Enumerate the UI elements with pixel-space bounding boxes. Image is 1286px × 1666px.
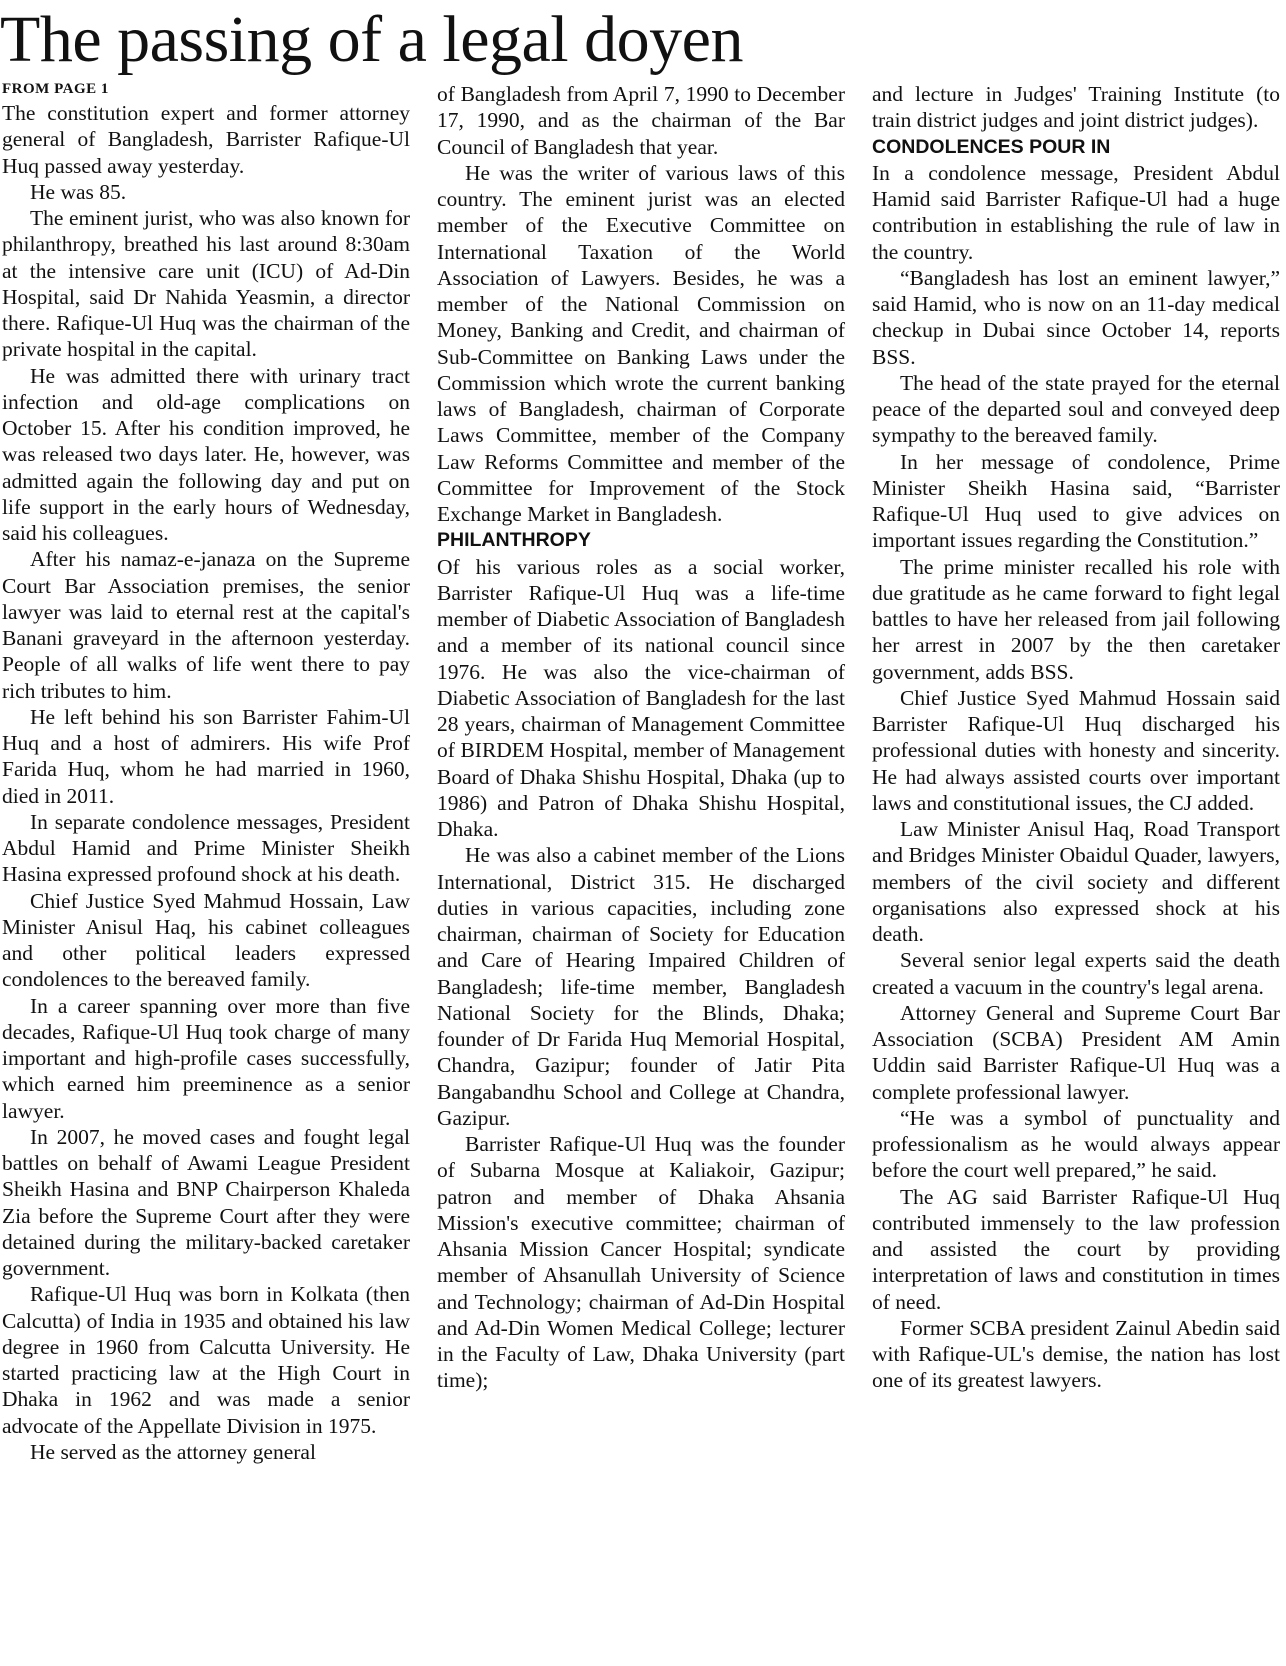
paragraph: After his namaz-e-janaza on the Supreme Court Bar Association premises, the senior lawyer was laid to eternal rest at the capital's Banani graveyard in the afternoon yesterday. People of all walks of life went there to pay rich tributes to him. — [2, 547, 410, 703]
paragraph: Rafique-Ul Huq was born in Kolkata (then Calcutta) of India in 1935 and obtained his law degree in 1960 from Calcutta University. He started practicing law at the High Court in Dhaka in 1962 and was made a senior advocate of the Appellate Division in 1975. — [2, 1282, 410, 1438]
paragraph: He was also a cabinet member of the Lions International, District 315. He discharged duties in various capacities, including zone chairman, chairman of Society for Education and Care of Hearing Impaired Children of Bangladesh; life-time member, Bangladesh National Society for the Blinds, Dhaka; founder of Dr Farida Huq Memorial Hospital, Chandra, Gazipur; founder of Jatir Pita Bangabandhu School and College at Chandra, Gazipur. — [437, 843, 845, 1130]
paragraph: The head of the state prayed for the eternal peace of the departed soul and conveyed deep sympathy to the bereaved family. — [872, 370, 1280, 448]
paragraph: “He was a symbol of punctuality and professionalism as he would always appear before the court well prepared,” he said. — [872, 1105, 1280, 1183]
headline: The passing of a legal doyen — [0, 3, 743, 76]
paragraph: Several senior legal experts said the death created a vacuum in the country's legal arena. — [872, 948, 1280, 999]
paragraph: In 2007, he moved cases and fought legal battles on behalf of Awami League President Sheikh Hasina and BNP Chairperson Khaleda Zia before the Supreme Court after they were detained during the military-backed caretaker government. — [2, 1124, 410, 1280]
paragraph: Law Minister Anisul Haq, Road Transport and Bridges Minister Obaidul Quader, lawyers, members of the civil society and different organisations also expressed shock at his death. — [872, 817, 1280, 946]
subhead-condolences: CONDOLENCES POUR IN — [872, 135, 1111, 158]
kicker: FROM PAGE 1 — [2, 81, 109, 97]
paragraph: He was admitted there with urinary tract infection and old-age complications on October 15. After his condition improved, he was released two days later. He, however, was admitted again the following day and put on life support in the early hours of Wednesday, said his colleagues. — [2, 363, 410, 545]
paragraph: Attorney General and Supreme Court Bar Association (SCBA) President AM Amin Uddin said Barrister Rafique-Ul Huq was a complete professional lawyer. — [872, 1000, 1280, 1104]
subhead-philanthropy: PHILANTHROPY — [437, 529, 591, 552]
paragraph: He served as the attorney general — [30, 1439, 316, 1464]
paragraph: Barrister Rafique-Ul Huq was the founder of Subarna Mosque at Kaliakoir, Gazipur; patron and member of Dhaka Ahsania Mission's executive committee; chairman of Ahsania Mission Cancer Hospital; syndicate member of Ahsanullah University of Science and Technology; chairman of Ad-Din Hospital and Ad-Din Women Medical College; lecturer in the Faculty of Law, Dhaka University (part time); — [437, 1132, 845, 1393]
paragraph: Chief Justice Syed Mahmud Hossain, Law Minister Anisul Haq, his cabinet colleagues and other political leaders expressed condolences to the bereaved family. — [2, 888, 410, 992]
paragraph: He was 85. — [30, 179, 127, 204]
paragraph: and lecture in Judges' Training Institute (to train district judges and joint district judges). — [872, 82, 1280, 133]
paragraph: He left behind his son Barrister Fahim-Ul Huq and a host of admirers. His wife Prof Farida Huq, whom he had married in 1960, died in 2011. — [2, 704, 410, 808]
paragraph: Of his various roles as a social worker, Barrister Rafique-Ul Huq was a life-time member of Diabetic Association of Bangladesh and a member of its national council since 1976. He was also the vice-chairman of Diabetic Association of Bangladesh for the last 28 years, chairman of Management Committee of BIRDEM Hospital, member of Management Board of Dhaka Shishu Hospital, Dhaka (up to 1986) and Patron of Dhaka Shishu Hospital, Dhaka. — [437, 554, 845, 841]
paragraph: In a condolence message, President Abdul Hamid said Barrister Rafique-Ul had a huge contribution in establishing the rule of law in the country. — [872, 160, 1280, 264]
paragraph: In separate condolence messages, President Abdul Hamid and Prime Minister Sheikh Hasina expressed profound shock at his death. — [2, 809, 410, 887]
paragraph: of Bangladesh from April 7, 1990 to December 17, 1990, and as the chairman of the Bar Council of Bangladesh that year. — [437, 82, 845, 159]
paragraph: “Bangladesh has lost an eminent lawyer,” said Hamid, who is now on an 11-day medical checkup in Dubai since October 14, reports BSS. — [872, 265, 1280, 369]
paragraph: The constitution expert and former attorney general of Bangladesh, Barrister Rafique-Ul Huq passed away yesterday. — [2, 101, 410, 178]
paragraph: The eminent jurist, who was also known for philanthropy, breathed his last around 8:30am at the intensive care unit (ICU) of Ad-Din Hospital, said Dr Nahida Yeasmin, a director there. Rafique-Ul Huq was the chairman of the private hospital in the capital. — [2, 206, 410, 362]
column-3 — [872, 81, 1280, 1394]
column-2 — [437, 81, 845, 1394]
paragraph: Former SCBA president Zainul Abedin said with Rafique-UL's demise, the nation has lost one of its greatest lawyers. — [872, 1315, 1280, 1393]
paragraph: The AG said Barrister Rafique-Ul Huq contributed immensely to the law profession and assisted the court by providing interpretation of laws and constitution in times of need. — [872, 1184, 1280, 1314]
paragraph: He was the writer of various laws of this country. The eminent jurist was an elected member of the Executive Committee on International Taxation of the World Association of Lawyers. Besides, he was a member of the National Commission on Money, Banking and Credit, and chairman of Sub-Committee on Banking Laws under the Commission which wrote the current banking laws of Bangladesh, chairman of Corporate Laws Committee, member of the Company Law Reforms Committee and member of the Committee for Improvement of the Stock Exchange Market in Bangladesh. — [437, 160, 845, 526]
column-1 — [2, 78, 410, 1465]
paragraph: The prime minister recalled his role with due gratitude as he came forward to fight legal battles to have her released from jail following her arrest in 2007 by the then caretaker government, adds BSS. — [872, 554, 1280, 684]
paragraph: In a career spanning over more than five decades, Rafique-Ul Huq took charge of many important and high-profile cases successfully, which earned him preeminence as a senior lawyer. — [2, 993, 410, 1123]
paragraph: In her message of condolence, Prime Minister Sheikh Hasina said, “Barrister Rafique-Ul Huq used to give advices on important issues regarding the Constitution.” — [872, 449, 1280, 553]
paragraph: Chief Justice Syed Mahmud Hossain said Barrister Rafique-Ul Huq discharged his professional duties with honesty and sincerity. He had always assisted courts over important laws and constitutional issues, the CJ added. — [872, 685, 1280, 815]
